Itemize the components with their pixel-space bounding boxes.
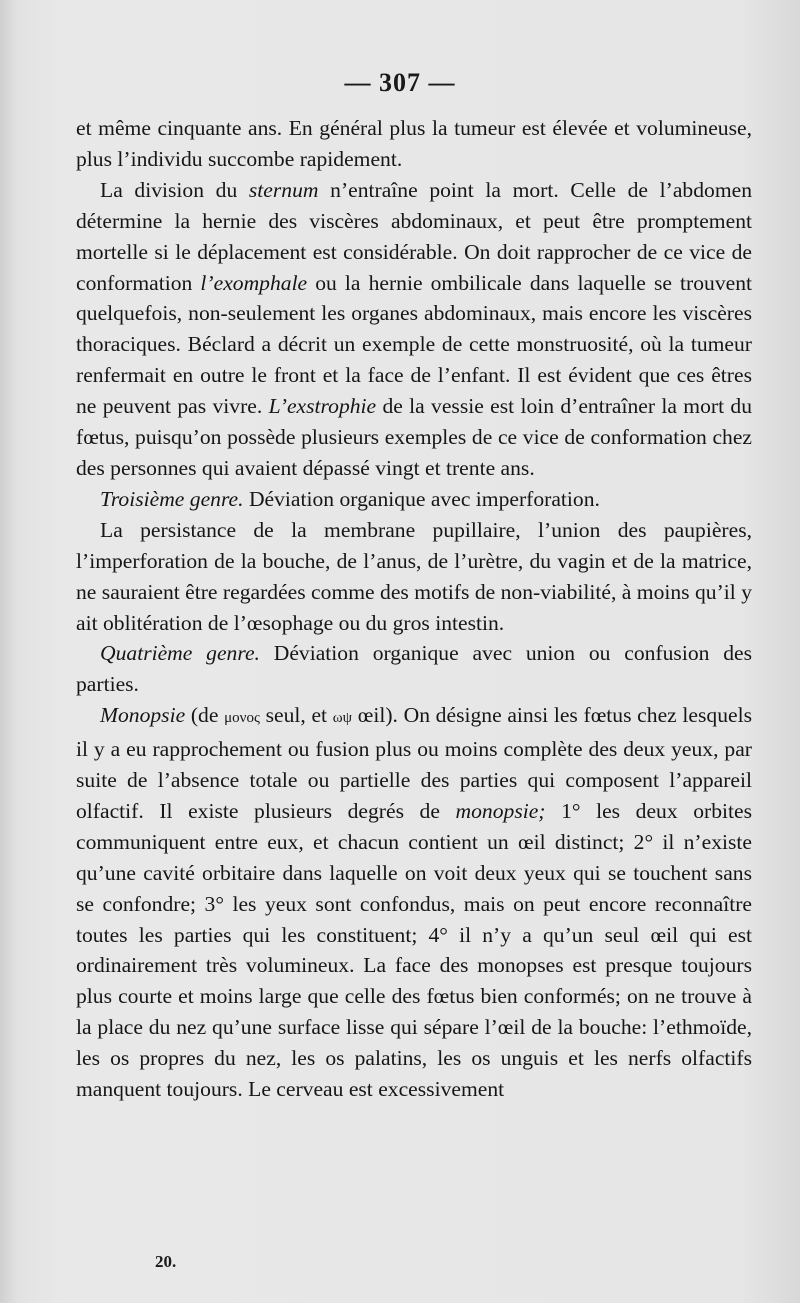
text-run: seul, et bbox=[259, 703, 333, 728]
printer-signature: 20. bbox=[155, 1252, 177, 1271]
text-run: de la vessie est loin d’entraîner la mort du fœtus, puisqu’on possède plusieurs exemples de ce vice de conformation chez des personnes qui avaient dépassé vingt et trente ans. bbox=[76, 394, 752, 480]
genre-description: Déviation organique avec imperforation. bbox=[243, 486, 600, 511]
term-monopsie: Monopsie bbox=[100, 703, 186, 728]
greek-monos: μονος bbox=[224, 710, 260, 727]
greek-ops: ωψ bbox=[332, 710, 353, 727]
text-run: n’entraîne point la mort. Celle de l’abdomen détermine la hernie des viscères abdominaux, et peut être promptement mortelle si le déplacement est considérable. On doit rapprocher de ce vice de conformation bbox=[76, 177, 753, 295]
text-run: 1° les deux orbites communiquent entre eux, et chacun contient un œil distinct; 2° il n’existe qu’une cavité orbitaire dans laquelle on voit deux yeux qui se touchent sans se confondre; 3° les yeux sont confondus, mais on peut encore reconnaître toutes les parties qui les constituent; 4° il n’y a qu’un seul œil qui est ordinairement très volumineux. La face des monopses est presque toujours plus courte et moins large que celle des fœtus bien conformés; on ne trouve à la place du nez qu’une surface lisse qui sépare l’œil de la bouche: l’ethmoïde, les os propres du nez, les os palatins, les os unguis et les nerfs olfactifs manquent toujours. Le cerveau est excessivement bbox=[76, 798, 753, 1102]
text-run: La division du bbox=[100, 177, 249, 202]
genre-title: Quatrième genre. bbox=[100, 641, 260, 666]
genre-title: Troisième genre. bbox=[100, 486, 244, 511]
paragraph-monopsie bbox=[76, 700, 752, 1105]
heading-troisieme-genre bbox=[76, 484, 752, 515]
page-number: — 307 — bbox=[344, 68, 456, 97]
term-monopsie-inline: monopsie; bbox=[455, 798, 546, 823]
paragraph-imperforation: La persistance de la membrane pupillaire, l’union des paupières, l’imperforation de la bouche, de l’anus, de l’urètre, du vagin et de la matrice, ne sauraient être regardées comme des motifs de non-viabilité, à moins qu’il y ait oblitération de l’œsophage ou du gros intestin. bbox=[76, 517, 752, 635]
body-text bbox=[76, 113, 752, 1105]
genre-description: Déviation organique avec union ou confusion des parties. bbox=[76, 641, 753, 697]
text-run: (de bbox=[185, 703, 225, 728]
paragraph-sternum bbox=[76, 175, 752, 484]
text-run: œil). On désigne ainsi les fœtus chez lesquels il y a eu rapprochement ou fusion plus ou moins complète des deux yeux, par suite de l’absence totale ou partielle des parties qui composent l’appareil olfactif. Il existe plusieurs degrés de bbox=[76, 703, 752, 823]
text-run: ou la hernie ombilicale dans laquelle se trouvent quelquefois, non-seulement les organes abdominaux, mais encore les viscères thoraciques. Béclard a décrit un exemple de cette monstruosité, où la tumeur renfermait en outre le front et la face de l’enfant. Il est évident que ces êtres ne peuvent pas vivre. bbox=[76, 270, 752, 419]
heading-quatrieme-genre bbox=[76, 638, 752, 700]
term-sternum: sternum bbox=[248, 177, 319, 202]
term-exstrophie: L’exstrophie bbox=[268, 394, 377, 419]
term-exomphale: l’exomphale bbox=[200, 270, 308, 295]
paragraph-continuation: et même cinquante ans. En général plus la tumeur est élevée et volumineuse, plus l’individu succombe rapidement. bbox=[76, 116, 752, 171]
